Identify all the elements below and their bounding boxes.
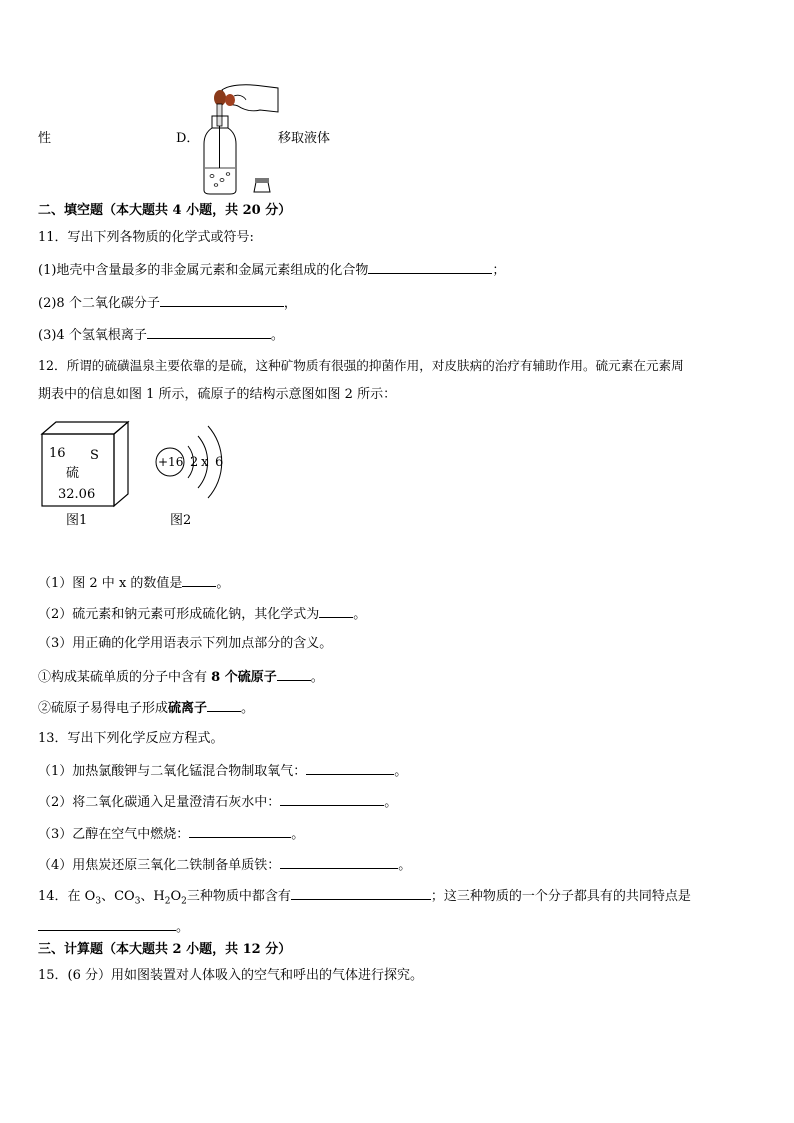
question-13-stem: 13．写出下列化学反应方程式。	[38, 731, 224, 746]
punctuation: 。	[310, 670, 324, 685]
punctuation: 。	[353, 607, 367, 622]
punctuation: 。	[398, 858, 412, 873]
answer-blank-13-1[interactable]	[306, 762, 394, 775]
subscript: 3	[95, 896, 102, 907]
item-2-text: ②硫原子易得电子形成	[38, 701, 169, 716]
subscript: 2	[164, 896, 171, 907]
punctuation: 。	[216, 576, 230, 591]
answer-blank-13-4[interactable]	[280, 856, 398, 869]
answer-blank-12-2[interactable]	[319, 605, 353, 618]
answer-blank-11-1[interactable]	[368, 261, 492, 274]
punctuation: 。	[394, 764, 408, 779]
question-12-sub-1	[38, 574, 229, 592]
question-11-stem: 11．写出下列各物质的化学式或符号:	[38, 230, 254, 245]
question-14-line-1	[38, 887, 691, 907]
answer-blank-11-3[interactable]	[147, 326, 271, 339]
answer-blank-12-3-2[interactable]	[207, 699, 241, 712]
punctuation: 。	[241, 701, 255, 716]
option-c-fragment: 性	[38, 131, 52, 146]
q14-text: O	[170, 889, 182, 904]
item-1-dotted-text: 8 个硫原子	[211, 670, 277, 685]
figure-2-nucleus-charge: +16	[158, 455, 184, 469]
question-13-part-3	[38, 825, 304, 843]
answer-blank-13-3[interactable]	[189, 825, 291, 838]
question-12-line-2: 期表中的信息如图 1 所示，硫原子的结构示意图如图 2 所示：	[38, 387, 397, 402]
item-1-text: ①构成某硫单质的分子中含有	[38, 670, 212, 685]
question-11-part-3	[38, 326, 284, 344]
q14-text: 、H	[140, 889, 165, 904]
q14-text: 三种物质中都含有	[186, 889, 291, 904]
question-14-line-2	[38, 918, 189, 936]
figure-2-shell-3: 6	[215, 455, 224, 470]
figure-1-atomic-number: 16	[49, 446, 66, 461]
figure-1-atomic-mass: 32.06	[58, 487, 96, 502]
section-heading-fill-in: 二、填空题（本大题共 4 小题，共 20 分）	[38, 203, 292, 218]
answer-blank-14-1[interactable]	[291, 887, 431, 900]
question-13-part-3-text: （3）乙醇在空气中燃烧：	[38, 827, 190, 842]
question-13-part-4	[38, 856, 411, 874]
question-12-sub-2-text: （2）硫元素和钠元素可形成硫化钠，其化学式为	[38, 607, 320, 622]
q14-text: 、CO	[101, 889, 135, 904]
question-15-stem: 15．(6 分）用如图装置对人体吸入的空气和呼出的气体进行探究。	[38, 968, 424, 983]
figure-1-caption: 图1	[66, 513, 88, 528]
question-13-part-1	[38, 762, 407, 780]
q14-text: 14．在 O	[38, 889, 96, 904]
question-11-part-3-text: (3)4 个氢氧根离子	[38, 328, 147, 343]
punctuation: 。	[270, 328, 284, 343]
punctuation: 。	[291, 827, 305, 842]
answer-blank-13-2[interactable]	[280, 793, 384, 806]
figure-2-caption: 图2	[170, 513, 192, 528]
figure-2-shell-2: x	[201, 455, 209, 470]
item-2-dotted-text: 硫离子	[168, 701, 208, 716]
subscript: 3	[134, 896, 141, 907]
question-11-part-1	[38, 261, 505, 279]
punctuation: 。	[176, 920, 190, 935]
question-12-sub-2	[38, 605, 366, 623]
answer-blank-14-2[interactable]	[38, 918, 176, 931]
option-d-label: D．	[176, 131, 200, 146]
figure-1-element-name: 硫	[66, 466, 80, 481]
dropper-bottle-illustration	[200, 82, 280, 198]
question-12-sub-3: （3）用正确的化学用语表示下列加点部分的含义。	[38, 636, 333, 651]
figure-2-shell-1: 2	[190, 455, 199, 470]
question-13-part-4-text: （4）用焦炭还原三氧化二铁制备单质铁：	[38, 858, 281, 873]
section-heading-calculation: 三、计算题（本大题共 2 小题，共 12 分）	[38, 942, 292, 957]
answer-blank-12-3-1[interactable]	[277, 668, 311, 681]
punctuation: ；	[492, 263, 506, 278]
question-13-part-2-text: （2）将二氧化碳通入足量澄清石灰水中：	[38, 795, 281, 810]
question-11-part-1-text: (1)地壳中含量最多的非金属元素和金属元素组成的化合物	[38, 263, 369, 278]
question-12-line-1: 12．所谓的硫磺温泉主要依靠的是硫，这种矿物质有很强的抑菌作用，对皮肤病的治疗有辅助作用。硫元素在元素周	[38, 358, 684, 373]
question-11-part-2	[38, 294, 297, 312]
question-13-part-1-text: （1）加热氯酸钾与二氧化锰混合物制取氧气：	[38, 764, 307, 779]
punctuation: 。	[384, 795, 398, 810]
punctuation: ，	[283, 296, 297, 311]
subscript: 2	[181, 896, 187, 907]
question-11-part-2-text: (2)8 个二氧化碳分子	[38, 296, 160, 311]
question-12-sub-3-item-2	[38, 699, 254, 717]
answer-blank-12-1[interactable]	[182, 574, 216, 587]
question-13-part-2	[38, 793, 397, 811]
answer-blank-11-2[interactable]	[160, 294, 284, 307]
question-12-sub-3-item-1	[38, 668, 324, 686]
figure-1-element-symbol: S	[90, 448, 99, 463]
q14-text: ；这三种物质的一个分子都具有的共同特点是	[430, 889, 691, 904]
option-d-description: 移取液体	[278, 131, 331, 146]
question-12-sub-1-text: （1）图 2 中 x 的数值是	[38, 576, 183, 591]
